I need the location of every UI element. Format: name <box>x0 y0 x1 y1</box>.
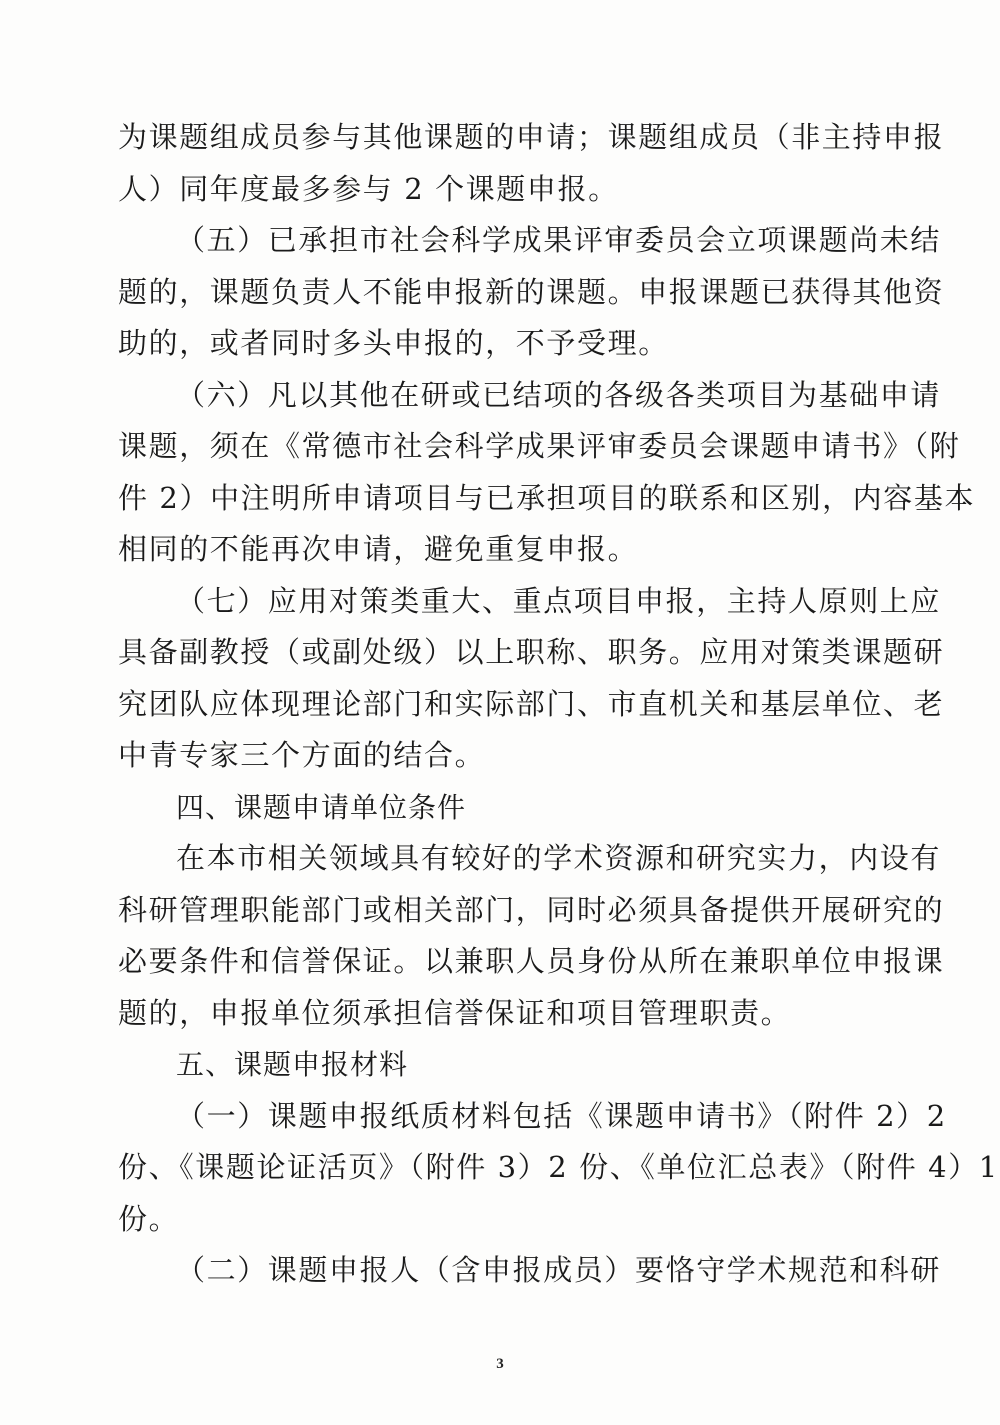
text-line: 相同的不能再次申请，避免重复申报。 <box>118 532 639 566</box>
text-line: 份。 <box>118 1201 180 1236</box>
text-line: 中青专家三个方面的结合。 <box>118 738 486 772</box>
text-line: 必要条件和信誉保证。以兼职人员身份从所在兼职单位申报课 <box>118 944 945 978</box>
text-line: 科研管理职能部门或相关部门，同时必须具备提供开展研究的 <box>118 892 945 927</box>
page-number: 3 <box>496 1356 504 1372</box>
text-line: 份、《课题论证活页》（附件 3）2 份、《单位汇总表》（附件 4）1 <box>118 1150 999 1184</box>
section-heading: 五、课题申报材料 <box>176 1048 409 1081</box>
text-line: 件 2）中注明所申请项目与已承担项目的联系和区别，内容基本 <box>118 480 976 515</box>
text-line: 人）同年度最多参与 2 个课题申报。 <box>118 171 619 206</box>
paragraph-start: （五）已承担市社会科学成果评审委员会立项课题尚未结 <box>176 223 942 257</box>
paragraph-start: （七）应用对策类重大、重点项目申报，主持人原则上应 <box>176 583 942 618</box>
paragraph-start: （六）凡以其他在研或已结项的各级各类项目为基础申请 <box>176 377 942 412</box>
text-line: 题的，申报单位须承担信誉保证和项目管理职责。 <box>118 995 792 1030</box>
text-line: 课题，须在《常德市社会科学成果评审委员会课题申请书》（附 <box>118 429 961 463</box>
paragraph-start: 在本市相关领域具有较好的学术资源和研究实力，内设有 <box>176 841 942 875</box>
section-heading: 四、课题申请单位条件 <box>176 790 467 824</box>
body-text <box>118 112 999 1297</box>
paragraph-start: （二）课题申报人（含申报成员）要恪守学术规范和科研 <box>176 1253 942 1287</box>
text-line: 题的，课题负责人不能申报新的课题。申报课题已获得其他资 <box>118 274 945 309</box>
text-line: 助的，或者同时多头申报的，不予受理。 <box>118 326 669 360</box>
text-line: 究团队应体现理论部门和实际部门、市直机关和基层单位、老 <box>118 686 945 721</box>
text-line: 具备副教授（或副处级）以上职称、职务。应用对策类课题研 <box>118 635 945 669</box>
paragraph-start: （一）课题申报纸质材料包括《课题申请书》（附件 2）2 <box>176 1098 947 1133</box>
text-line: 为课题组成员参与其他课题的申请；课题组成员（非主持申报 <box>118 120 945 154</box>
